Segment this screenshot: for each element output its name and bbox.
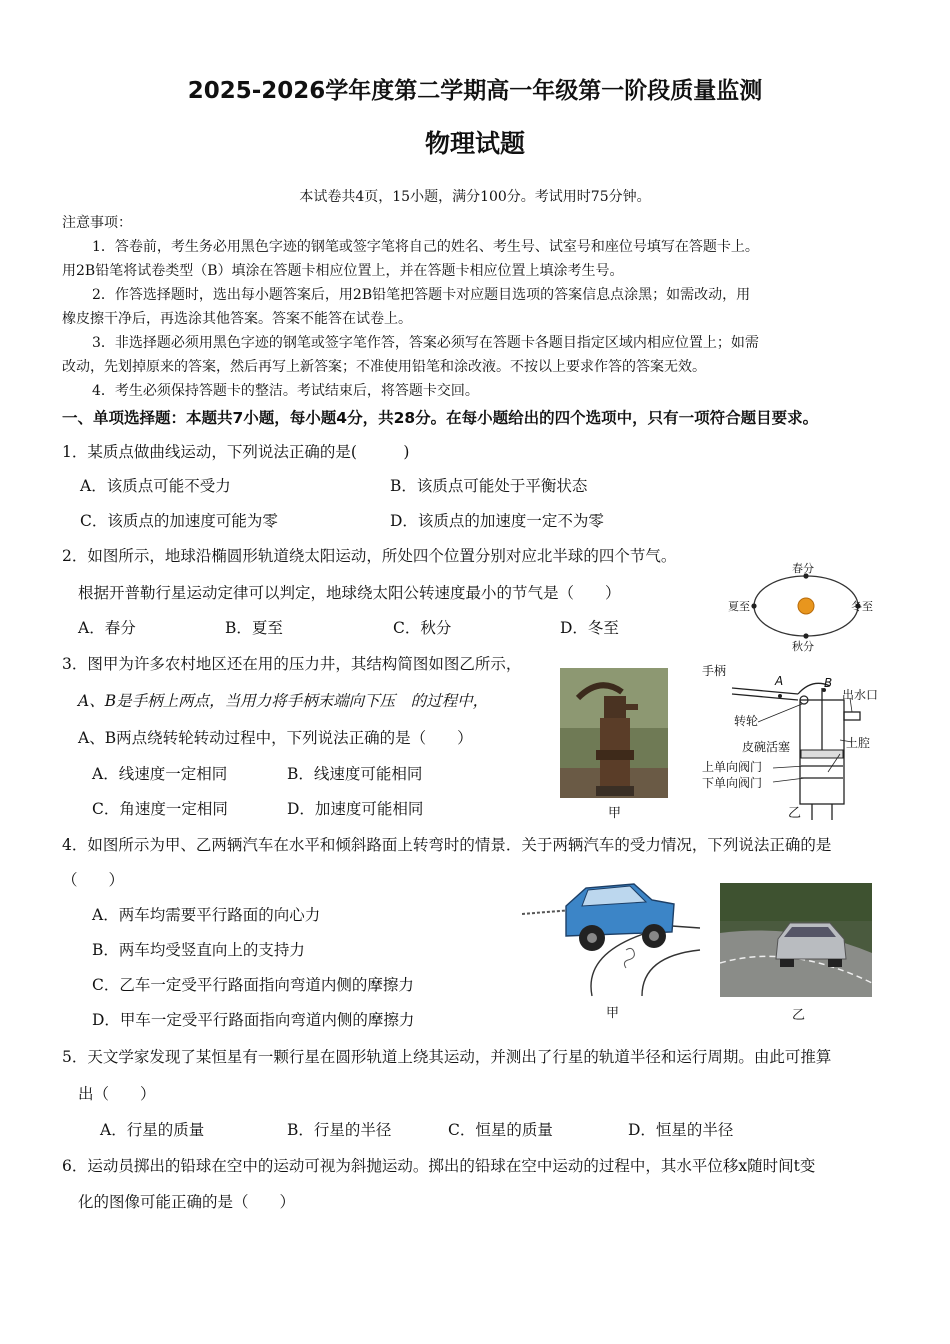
section-heading: 一、单项选择题：本题共7小题，每小题4分，共28分。在每小题给出的四个选项中，只有一项符合题目要求。 (62, 409, 819, 427)
q2-stem-2: 根据开普勒行星运动定律可以判定，地球绕太阳公转速度最小的节气是（ ） (78, 584, 621, 602)
q1-stem: 1．某质点做曲线运动，下列说法正确的是( ) (62, 443, 410, 461)
caption-car-jia: 甲 (606, 1006, 620, 1021)
flat-road-car-figure (522, 876, 702, 998)
notice-line: 2．作答选择题时，选出每小题答案后，用2B铅笔把答题卡对应题目选项的答案信息点涂黑；如需改动，用 (92, 287, 751, 303)
pump-structure-figure (700, 660, 900, 825)
label-spring: 春分 (792, 562, 814, 575)
pump-photo (560, 668, 668, 798)
q3-option-c: C．角速度一定相同 (92, 800, 228, 818)
q2-option-a: A．春分 (78, 619, 136, 637)
q2-option-b: B．夏至 (225, 619, 283, 637)
q4-stem: 4．如图所示为甲、乙两辆汽车在水平和倾斜路面上转弯时的情景．关于两辆汽车的受力情况，下列说法正确的是 (62, 836, 832, 854)
notice-line: 橡皮擦干净后，再选涂其他答案。答案不能答在试卷上。 (62, 311, 412, 327)
q2-option-c: C．秋分 (393, 619, 452, 637)
q2-stem: 2．如图所示，地球沿椭圆形轨道绕太阳运动，所处四个位置分别对应北半球的四个节气。 (62, 547, 677, 565)
label-winter: 冬至 (851, 600, 873, 613)
notice-heading: 注意事项： (62, 215, 132, 231)
q3-option-a: A．线速度一定相同 (92, 765, 228, 783)
label-upper-chamber: 上腔 (846, 736, 871, 750)
q5-option-c: C．恒星的质量 (448, 1121, 553, 1139)
exam-info: 本试卷共4页，15小题，满分100分。考试用时75分钟。 (299, 189, 651, 205)
notice-line: 改动，先划掉原来的答案，然后再写上新答案；不准使用铅笔和涂改液。不按以上要求作答的答案无效。 (62, 359, 706, 375)
label-handle: 手柄 (702, 664, 727, 678)
q4-option-c: C．乙车一定受平行路面指向弯道内侧的摩擦力 (92, 976, 414, 994)
q3-option-b: B．线速度可能相同 (287, 765, 423, 783)
label-valve-down: 下单向阀门 (702, 776, 763, 790)
label-outlet: 出水口 (842, 688, 879, 702)
car-photo (720, 883, 872, 997)
label-valve-up: 上单向阀门 (702, 760, 763, 774)
label-autumn: 秋分 (792, 640, 814, 653)
q1-option-a: A．该质点可能不受力 (80, 477, 231, 495)
q5-option-a: A．行星的质量 (100, 1121, 205, 1139)
banked-road-car-photo (720, 883, 872, 997)
caption-yi: 乙 (788, 806, 802, 821)
q3-stem-2: A、B是手柄上两点，当用力将手柄末端向下压 的过程中， (78, 692, 489, 710)
q5-stem-2: 出（ ） (78, 1085, 156, 1103)
q3-option-d: D．加速度可能相同 (287, 800, 424, 818)
q3-stem: 3．图甲为许多农村地区还在用的压力井，其结构简图如图乙所示， (62, 655, 522, 673)
q4-stem-2: （ ） (62, 871, 125, 889)
q3-stem-3: A、B两点绕转轮转动过程中，下列说法正确的是（ ） (78, 729, 473, 747)
pump-photo-image (560, 668, 668, 798)
label-point-b: B (824, 676, 833, 690)
notice-line: 3．非选择题必须用黑色字迹的钢笔或签字笔作答，答案必须写在答题卡各题目指定区域内相应位置上；如需 (92, 335, 759, 351)
q1-option-c: C．该质点的加速度可能为零 (80, 512, 278, 530)
car-cartoon (522, 876, 702, 998)
q4-option-d: D．甲车一定受平行路面指向弯道内侧的摩擦力 (92, 1011, 415, 1029)
label-piston: 皮碗活塞 (742, 740, 791, 754)
page-subtitle: 物理试题 (424, 129, 525, 158)
sun-icon (798, 598, 814, 614)
q1-option-d: D．该质点的加速度一定不为零 (390, 512, 604, 530)
label-summer: 夏至 (728, 600, 750, 613)
q4-option-a: A．两车均需要平行路面的向心力 (92, 906, 321, 924)
q5-option-b: B．行星的半径 (287, 1121, 392, 1139)
q4-option-b: B．两车均受竖直向上的支持力 (92, 941, 305, 959)
page-title: 2025-2026学年度第二学期高一年级第一阶段质量监测 (187, 78, 763, 104)
q5-option-d: D．恒星的半径 (628, 1121, 734, 1139)
q2-option-d: D．冬至 (560, 619, 619, 637)
label-wheel: 转轮 (734, 714, 759, 728)
q6-stem-2: 化的图像可能正确的是（ ） (78, 1193, 296, 1211)
caption-car-yi: 乙 (792, 1008, 806, 1023)
notice-line: 1．答卷前，考生务必用黑色字迹的钢笔或签字笔将自己的姓名、考生号、试室号和座位号填写在答题卡上。 (92, 239, 759, 255)
notice-line: 用2B铅笔将试卷类型（B）填涂在答题卡相应位置上，并在答题卡相应位置上填涂考生号。 (62, 263, 624, 279)
orbit-figure (726, 560, 886, 652)
label-point-a: A (775, 674, 784, 688)
q6-stem: 6．运动员掷出的铅球在空中的运动可视为斜抛运动。掷出的铅球在空中运动的过程中，其水平位移x随时间t变 (62, 1157, 816, 1175)
caption-jia: 甲 (608, 806, 622, 821)
q5-stem: 5．天文学家发现了某恒星有一颗行星在圆形轨道上绕其运动，并测出了行星的轨道半径和运行周期。由此可推算 (62, 1048, 832, 1066)
q1-option-b: B．该质点可能处于平衡状态 (390, 477, 588, 495)
notice-line: 4．考生必须保持答题卡的整洁。考试结束后，将答题卡交回。 (92, 383, 479, 399)
